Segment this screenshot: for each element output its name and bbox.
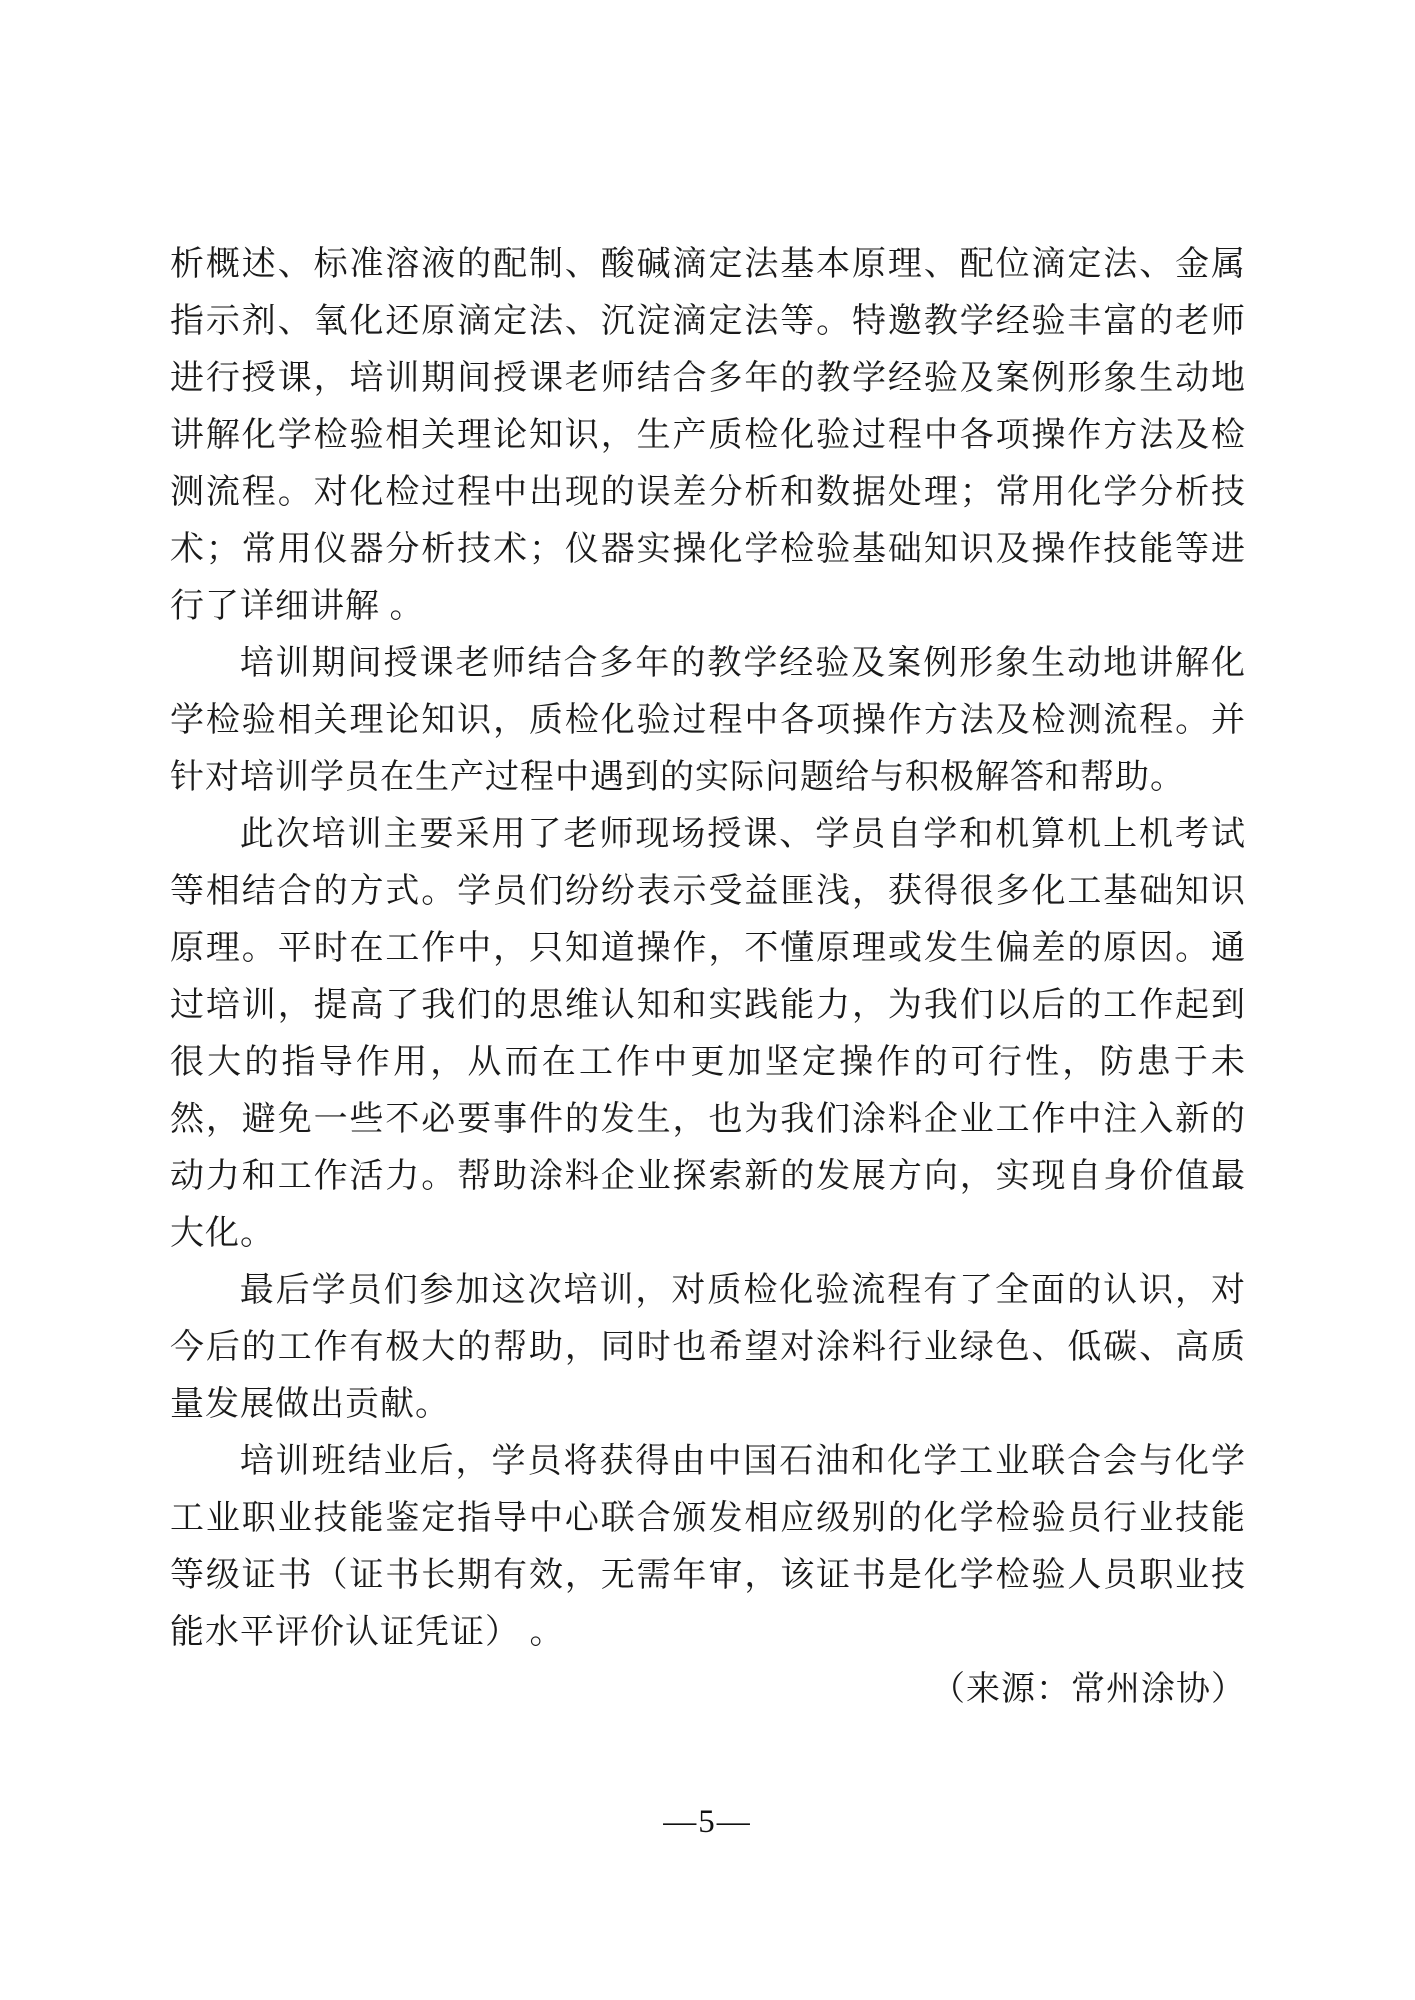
- paragraph: 此次培训主要采用了老师现场授课、学员自学和机算机上机考试等相结合的方式。学员们纷纷表示受益匪浅，获得很多化工基础知识原理。平时在工作中，只知道操作，不懂原理或发生偏差的原因。通过培训，提高了我们的思维认知和实践能力，为我们以后的工作起到很大的指导作用，从而在工作中更加坚定操作的可行性，防患于未然，避免一些不必要事件的发生，也为我们涂料企业工作中注入新的动力和工作活力。帮助涂料企业探索新的发展方向，实现自身价值最大化。: [170, 816, 1246, 1252]
- source-attribution: （来源：常州涂协）: [931, 1671, 1246, 1708]
- body-text: [170, 236, 1246, 1718]
- paragraph: 培训班结业后，学员将获得由中国石油和化学工业联合会与化学工业职业技能鉴定指导中心联合颁发相应级别的化学检验员行业技能等级证书（证书长期有效，无需年审，该证书是化学检验人员职业技能水平评价认证凭证） 。: [170, 1443, 1246, 1651]
- paragraph: 培训期间授课老师结合多年的教学经验及案例形象生动地讲解化学检验相关理论知识，质检化验过程中各项操作方法及检测流程。并针对培训学员在生产过程中遇到的实际问题给与积极解答和帮助。: [170, 645, 1246, 796]
- paragraph: 最后学员们参加这次培训，对质检化验流程有了全面的认识，对今后的工作有极大的帮助，同时也希望对涂料行业绿色、低碳、高质量发展做出贡献。: [170, 1272, 1246, 1423]
- paragraph: 析概述、标准溶液的配制、酸碱滴定法基本原理、配位滴定法、金属指示剂、氧化还原滴定法、沉淀滴定法等。特邀教学经验丰富的老师进行授课，培训期间授课老师结合多年的教学经验及案例形象生动地讲解化学检验相关理论知识，生产质检化验过程中各项操作方法及检测流程。对化检过程中出现的误差分析和数据处理；常用化学分析技术；常用仪器分析技术；仪器实操化学检验基础知识及操作技能等进行了详细讲解 。: [170, 246, 1246, 625]
- page-number: —5—: [663, 1804, 752, 1840]
